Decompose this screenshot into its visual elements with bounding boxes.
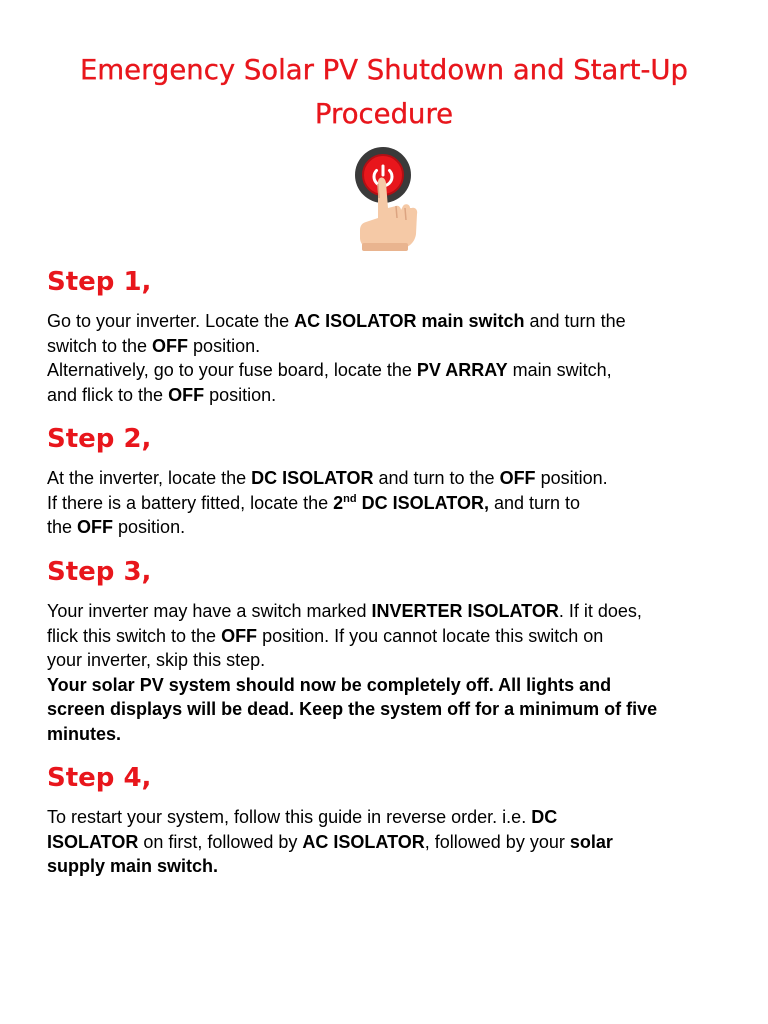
step-2-text: [47, 466, 737, 540]
step-3-line-2: flick this switch to the OFF position. If you cannot locate this switch on: [47, 625, 604, 646]
step-1-line-2: switch to the OFF position.: [47, 335, 261, 356]
title-line-1: Emergency Solar PV Shutdown and Start-Up: [79, 54, 688, 86]
step-1-heading: Step 1,: [47, 267, 152, 297]
step-3-heading: Step 3,: [47, 557, 152, 587]
step-3-text: [47, 599, 737, 747]
step-2-line-2: If there is a battery fitted, locate the 2nd DC ISOLATOR, and turn to: [47, 492, 581, 513]
step-2-line-3: the OFF position.: [47, 517, 186, 538]
step-3-line-1: Your inverter may have a switch marked INVERTER ISOLATOR. If it does,: [47, 601, 642, 621]
step-3-line-3: your inverter, skip this step.: [47, 650, 266, 671]
step-2-heading: Step 2,: [47, 424, 152, 454]
step-1-text: [47, 309, 737, 407]
step-3-warning-line-2: screen displays will be dead. Keep the system off for a minimum of five: [47, 699, 658, 720]
step-4-line-2: ISOLATOR on first, followed by AC ISOLATOR, followed by your solar: [47, 831, 613, 852]
power-button-press-icon: [352, 146, 422, 252]
step-4-line-3: supply main switch.: [47, 856, 219, 877]
step-1-line-4: and flick to the OFF position.: [47, 384, 277, 405]
step-1-line-1: Go to your inverter. Locate the AC ISOLATOR main switch and turn the: [47, 311, 626, 331]
page-title: [30, 48, 738, 136]
step-4-text: [47, 805, 737, 879]
title-line-2: Procedure: [314, 98, 454, 130]
step-4-heading: Step 4,: [47, 763, 152, 793]
step-3-warning-line-1: Your solar PV system should now be completely off. All lights and: [47, 674, 612, 695]
step-4-line-1: To restart your system, follow this guide in reverse order. i.e. DC: [47, 807, 558, 827]
step-1-line-3: Alternatively, go to your fuse board, locate the PV ARRAY main switch,: [47, 360, 612, 381]
step-3-warning-line-3: minutes.: [47, 723, 122, 744]
step-2-line-1: At the inverter, locate the DC ISOLATOR and turn to the OFF position.: [47, 468, 608, 488]
